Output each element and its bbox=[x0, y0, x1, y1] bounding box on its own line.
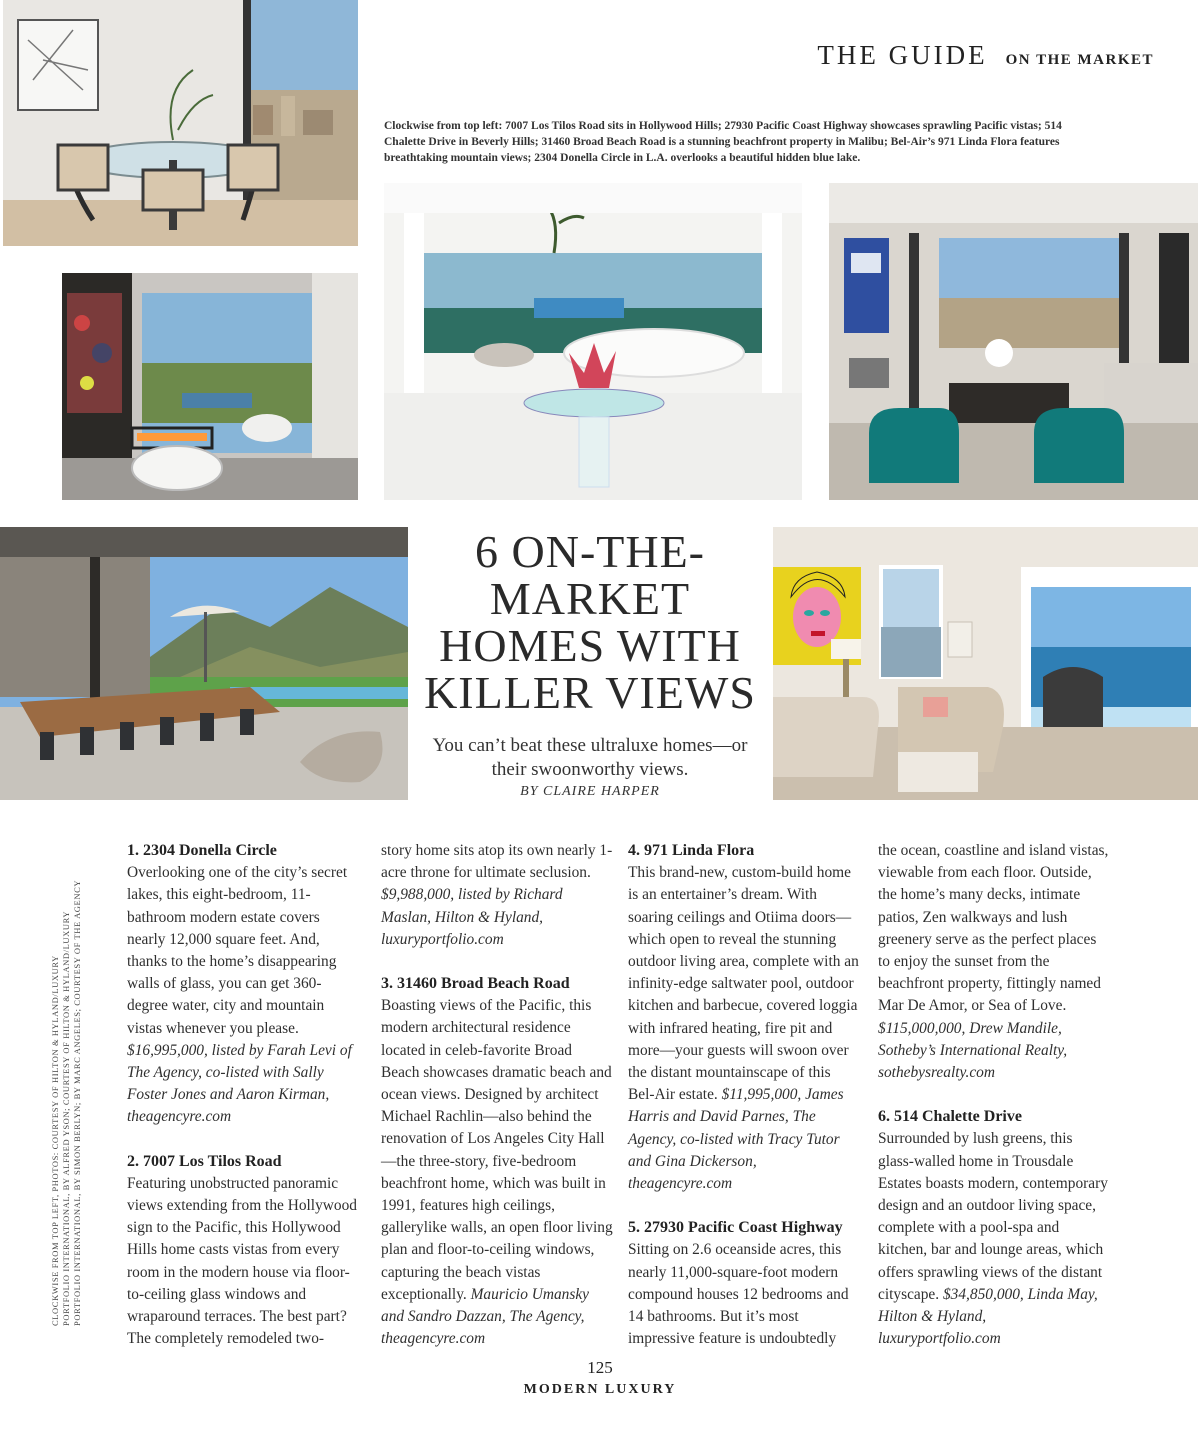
listing-credit: $11,995,000, James Harris and David Parnes, The Agency, co-listed with Tracy Tutor and Gina Dickerson, theagencyre.com bbox=[628, 1086, 844, 1193]
page-number: 125 bbox=[587, 1358, 613, 1377]
listing-body bbox=[628, 862, 860, 1195]
listing-text: the ocean, coastline and island vistas, viewable from each floor. Outside, the home’s many decks, intimate patios, Zen walkways and lush greenery serve as the perfect places to enjoy the sunset from the beachfront property, fittingly named Mar De Amor, or Sea of Love. bbox=[878, 842, 1109, 1015]
section-subtitle: ON THE MARKET bbox=[1005, 52, 1154, 68]
article-byline: BY CLAIRE HARPER bbox=[520, 784, 660, 799]
article-column-2 bbox=[381, 840, 613, 1350]
section-header bbox=[817, 40, 1154, 71]
headline-line: HOMES WITH bbox=[439, 620, 741, 671]
photo-los-tilos-patio bbox=[0, 527, 408, 800]
listing-credit: $16,995,000, listed by Farah Levi of The Agency, co-listed with Sally Foster Jones and Aaron Kirman, theagencyre.com bbox=[127, 1041, 352, 1126]
listing-title: 4. 971 Linda Flora bbox=[628, 842, 755, 859]
article-column-3 bbox=[628, 840, 860, 1350]
article-headline bbox=[420, 528, 760, 716]
headline-line: 6 ON-THE- bbox=[475, 526, 705, 577]
headline-line: MARKET bbox=[489, 573, 691, 624]
article-column-4 bbox=[878, 840, 1110, 1350]
listing-credit: Mauricio Umansky and Sandro Dazzan, The Agency, theagencyre.com bbox=[381, 1285, 590, 1348]
listing-title: 6. 514 Chalette Drive bbox=[878, 1108, 1022, 1126]
listing-text: Overlooking one of the city’s secret lakes, this eight-bedroom, 11-bathroom modern estate covers nearly 12,000 square feet. And, thanks to the home’s disappearing walls of glass, you can get 360-degree water, city and mountain vistas whenever you please. bbox=[127, 864, 348, 1037]
listing-text: story home sits atop its own nearly 1-acre throne for ultimate seclusion. bbox=[381, 842, 613, 882]
listing-text: This brand-new, custom-build home is an entertainer’s dream. With soaring ceilings and Otiima doors—which open to reveal the stunning outdoor living area, complete with an infinity-edge saltwater pool, outdoor kitchen and barbecue, covered loggia with infrared heating, fire pit and more—your guests will swoon over the distant mountainscape of this Bel-Air estate. bbox=[628, 864, 859, 1104]
listing-text: Surrounded by lush greens, this glass-walled home in Trousdale Estates boasts modern, contemporary design and an outdoor living space, complete with a pool-spa and kitchen, bar and lounge areas, which offers sprawling views of the distant cityscape. bbox=[878, 1130, 1108, 1303]
listing-text: Sitting on 2.6 oceanside acres, this nearly 11,000-square-foot modern compound houses 12 bedrooms and 14 bathrooms. But it’s most impressive feature is undoubtedly bbox=[628, 1241, 849, 1348]
listing-credit: $34,850,000, Linda May, Hilton & Hyland, luxuryportfolio.com bbox=[878, 1285, 1098, 1348]
listing-title: 3. 31460 Broad Beach Road bbox=[381, 975, 570, 993]
photo-credits bbox=[50, 866, 83, 1326]
magazine-name: MODERN LUXURY bbox=[523, 1382, 677, 1397]
credit-line: PORTFOLIO INTERNATIONAL, BY ALFRED YSON; COURTESY OF HILTON & HYLAND/LUXURY bbox=[61, 910, 71, 1326]
listing-body bbox=[878, 1128, 1110, 1350]
listing-credit: $115,000,000, Drew Mandile, Sotheby’s International Realty, sothebysrealty.com bbox=[878, 1019, 1068, 1082]
listing-title: 2. 7007 Los Tilos Road bbox=[127, 1152, 282, 1170]
section-title: THE GUIDE bbox=[817, 40, 988, 70]
photo-los-tilos-dining bbox=[3, 0, 358, 246]
listing-title: 1. 2304 Donella Circle bbox=[127, 842, 277, 859]
credit-line: PORTFOLIO INTERNATIONAL, BY SIMON BERLYN; BY MARC ANGELES; COURTESY OF THE AGENCY bbox=[72, 879, 82, 1326]
listing-body bbox=[127, 862, 359, 1128]
listing-body bbox=[878, 840, 1110, 1084]
listing-title: 5. 27930 Pacific Coast Highway bbox=[628, 1219, 843, 1237]
listing-credit: $9,988,000, listed by Richard Maslan, Hilton & Hyland, luxuryportfolio.com bbox=[381, 886, 563, 948]
article-deck: You can’t beat these ultraluxe homes—or their swoonworthy views. bbox=[432, 735, 748, 780]
photo-caption: Clockwise from top left: 7007 Los Tilos Road sits in Hollywood Hills; 27930 Pacific Coast Highway showcases sprawling Pacific vistas; 514 Chalette Drive in Beverly Hills; 31460 Broad Beach Road is a stunning beachfront property in Malibu; Bel-Air’s 971 Linda Flora features breathtaking mountain views; 2304 Donella Circle in L.A. overlooks a beautiful hidden blue lake. bbox=[384, 120, 1062, 164]
photo-linda-flora-living bbox=[829, 183, 1198, 500]
photo-broad-beach-living bbox=[384, 183, 802, 500]
photo-donella-bathroom bbox=[62, 273, 358, 500]
listing-text: Boasting views of the Pacific, this modern architectural residence located in celeb-favorite Broad Beach showcases dramatic beach and ocean views. Designed by architect Michael Rachlin—also behind the renovation of Los Angeles City Hall—the three-story, five-bedroom beachfront home, which was built in 1991, features high ceilings, gallerylike walls, an open floor living plan and floor-to-ceiling windows, capturing the beach vistas exceptionally. bbox=[381, 997, 613, 1303]
listing-body bbox=[381, 840, 613, 951]
listing-text: Featuring unobstructed panoramic views extending from the Hollywood sign to the Pacific, this Hollywood Hills home casts vistas from every room in the modern house via floor-to-ceiling glass windows and wraparound terraces. The best part? The completely remodeled two- bbox=[127, 1174, 357, 1348]
listing-body bbox=[381, 995, 613, 1350]
article-column-1 bbox=[127, 840, 359, 1350]
photo-pacific-coast-room bbox=[773, 527, 1198, 800]
headline-line: KILLER VIEWS bbox=[424, 667, 756, 718]
credit-line: CLOCKWISE FROM TOP LEFT, PHOTOS: COURTESY OF HILTON & HYLAND/LUXURY bbox=[50, 955, 60, 1326]
